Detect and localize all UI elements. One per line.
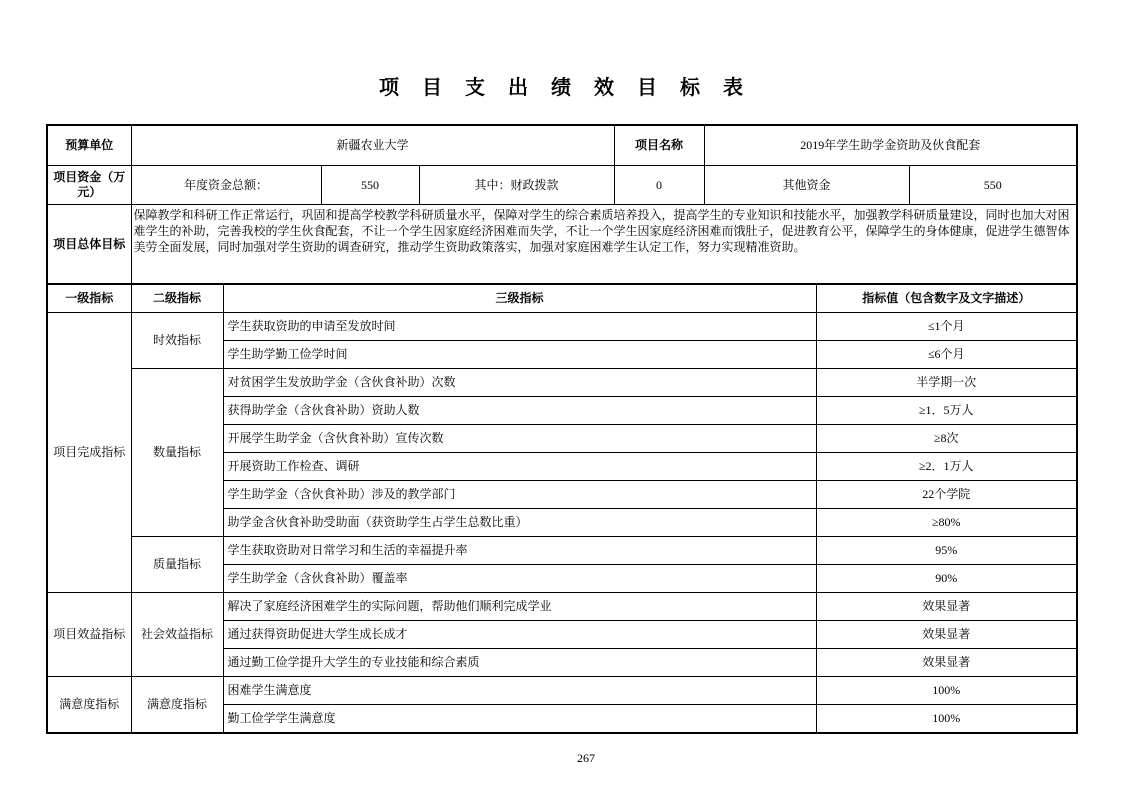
level2-cell: 满意度指标	[131, 677, 223, 734]
project-funds-row	[47, 166, 1077, 205]
indicator-value: ≥80%	[816, 509, 1077, 537]
funds-label: 项目资金（万元）	[47, 166, 131, 205]
page-number: 267	[577, 751, 595, 765]
funds-total-value: 550	[321, 166, 419, 205]
funds-fiscal-label: 其中：财政拨款	[419, 166, 614, 205]
indicator-value: 90%	[816, 565, 1077, 593]
indicator-value: 100%	[816, 677, 1077, 705]
level2-cell: 质量指标	[131, 537, 223, 593]
indicator-value: ≤1个月	[816, 313, 1077, 341]
project-name-label: 项目名称	[614, 125, 704, 166]
indicator-value: 效果显著	[816, 649, 1077, 677]
project-info-table	[46, 124, 1078, 285]
page-title: 项 目 支 出 绩 效 目 标 表	[379, 77, 752, 99]
level2-cell: 时效指标	[131, 313, 223, 369]
indicator-item: 开展资助工作检查、调研	[223, 453, 816, 481]
level1-cell: 满意度指标	[47, 677, 131, 734]
indicator-item: 勤工俭学学生满意度	[223, 705, 816, 734]
indicator-item: 获得助学金（含伙食补助）资助人数	[223, 397, 816, 425]
indicator-value: ≥1．5万人	[816, 397, 1077, 425]
indicator-item: 学生助学金（含伙食补助）覆盖率	[223, 565, 816, 593]
level2-cell: 社会效益指标	[131, 593, 223, 677]
budget-unit-value: 新疆农业大学	[131, 125, 614, 166]
indicator-item: 通过勤工俭学提升大学生的专业技能和综合素质	[223, 649, 816, 677]
objective-label: 项目总体目标	[47, 205, 131, 285]
indicator-value: 效果显著	[816, 621, 1077, 649]
indicator-header-row	[47, 285, 1077, 313]
header-level3: 三级指标	[223, 285, 816, 313]
table-row	[47, 677, 1077, 705]
table-row	[47, 537, 1077, 565]
table-row	[47, 313, 1077, 341]
indicator-item: 助学金含伙食补助受助面（获资助学生占学生总数比重）	[223, 509, 816, 537]
indicator-table	[46, 285, 1078, 734]
indicator-value: ≤6个月	[816, 341, 1077, 369]
table-row	[47, 369, 1077, 397]
header-value: 指标值（包含数字及文字描述）	[816, 285, 1077, 313]
indicator-value: ≥8次	[816, 425, 1077, 453]
indicator-value: 半学期一次	[816, 369, 1077, 397]
indicator-item: 开展学生助学金（含伙食补助）宣传次数	[223, 425, 816, 453]
project-name-value: 2019年学生助学金资助及伙食配套	[704, 125, 1077, 166]
level1-cell: 项目完成指标	[47, 313, 131, 593]
indicator-value: 95%	[816, 537, 1077, 565]
indicator-value: 22个学院	[816, 481, 1077, 509]
project-info-row	[47, 125, 1077, 166]
funds-fiscal-value: 0	[614, 166, 704, 205]
funds-total-label: 年度资金总额：	[131, 166, 321, 205]
indicator-item: 对贫困学生发放助学金（含伙食补助）次数	[223, 369, 816, 397]
performance-target-sheet	[46, 124, 1076, 734]
indicator-value: ≥2．1万人	[816, 453, 1077, 481]
level1-cell: 项目效益指标	[47, 593, 131, 677]
indicator-item: 学生获取资助的申请至发放时间	[223, 313, 816, 341]
indicator-item: 困难学生满意度	[223, 677, 816, 705]
indicator-item: 学生获取资助对日常学习和生活的幸福提升率	[223, 537, 816, 565]
funds-other-value: 550	[909, 166, 1077, 205]
indicator-item: 通过获得资助促进大学生成长成才	[223, 621, 816, 649]
header-level2: 二级指标	[131, 285, 223, 313]
objective-text: 保障教学和科研工作正常运行，巩固和提高学校教学科研质量水平，保障对学生的综合素质培养投入，提高学生的专业知识和技能水平，加强教学科研质量建设，同时也加大对困难学生的补助，完善我校的学生伙食配套，不让一个学生因家庭经济困难而失学，不让一个学生因家庭经济困难而饿肚子，促进教育公平，保障学生的身体健康，促进学生德智体美劳全面发展，同时加强对学生资助的调查研究，推动学生资助政策落实，加强对家庭困难学生认定工作，努力实现精准资助。	[131, 205, 1077, 285]
indicator-value: 100%	[816, 705, 1077, 734]
level2-cell: 数量指标	[131, 369, 223, 537]
project-objective-row	[47, 205, 1077, 285]
table-row	[47, 593, 1077, 621]
budget-unit-label: 预算单位	[47, 125, 131, 166]
funds-other-label: 其他资金	[704, 166, 909, 205]
indicator-value: 效果显著	[816, 593, 1077, 621]
indicator-item: 学生助学勤工俭学时间	[223, 341, 816, 369]
header-level1: 一级指标	[47, 285, 131, 313]
indicator-item: 解决了家庭经济困难学生的实际问题，帮助他们顺利完成学业	[223, 593, 816, 621]
indicator-item: 学生助学金（含伙食补助）涉及的教学部门	[223, 481, 816, 509]
